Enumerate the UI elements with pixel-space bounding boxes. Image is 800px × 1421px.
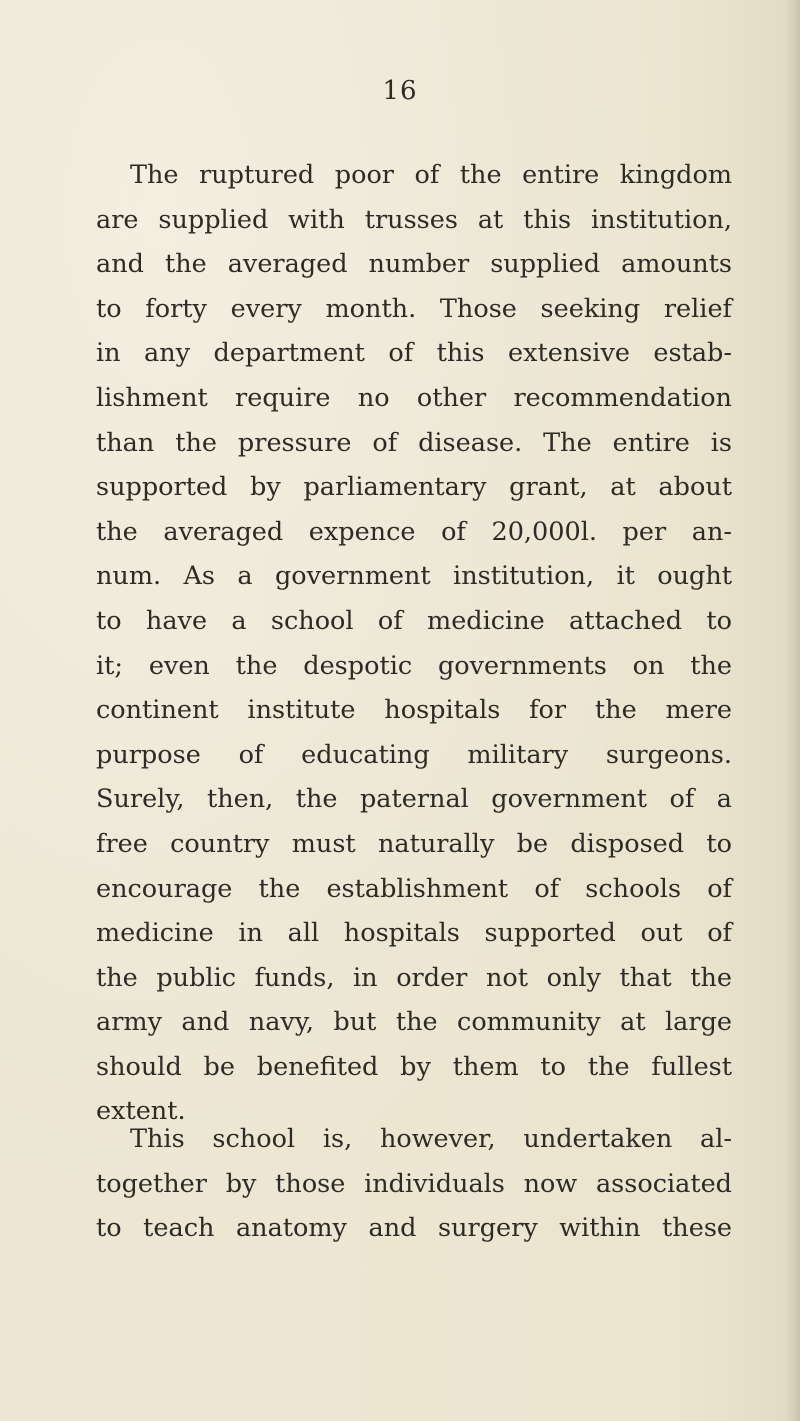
text-line: it; even the despotic governments on the	[96, 650, 732, 681]
text-line: to teach anatomy and surgery within these	[96, 1213, 732, 1244]
text-line: extent.	[96, 1096, 186, 1127]
text-line: This school is, however, undertaken al-	[130, 1124, 732, 1154]
text-line: continent institute hospitals for the mere	[96, 695, 732, 726]
paragraph-2	[96, 1117, 732, 1251]
text-line: medicine in all hospitals supported out of	[96, 918, 732, 949]
text-line: together by those individuals now associated	[96, 1168, 732, 1199]
text-line: free country must naturally be disposed to	[96, 828, 732, 859]
text-line: the public funds, in order not only that the	[96, 962, 732, 993]
text-line: to forty every month. Those seeking relief	[96, 293, 732, 324]
text-line: Surely, then, the paternal government of a	[96, 784, 732, 815]
text-line: encourage the establishment of schools of	[96, 873, 732, 904]
text-line: purpose of educating military surgeons.	[96, 739, 732, 770]
page-edge-shadow	[786, 0, 800, 1421]
text-line: num. As a government institution, it ought	[96, 561, 732, 592]
text-line: in any department of this extensive estab-	[96, 338, 732, 369]
text-line: army and navy, but the community at large	[96, 1007, 732, 1038]
text-line: supported by parliamentary grant, at about	[96, 472, 732, 503]
text-line: the averaged expence of 20,000l. per an-	[96, 516, 732, 547]
text-line: The ruptured poor of the entire kingdom	[130, 160, 732, 190]
text-line: should be benefited by them to the fullest	[96, 1051, 732, 1082]
text-line: are supplied with trusses at this institution,	[96, 204, 732, 235]
page-number: 16	[382, 76, 418, 106]
text-line: and the averaged number supplied amounts	[96, 249, 732, 280]
text-line: to have a school of medicine attached to	[96, 605, 732, 636]
text-line: than the pressure of disease. The entire is	[96, 427, 732, 458]
paragraph-1	[96, 153, 732, 1134]
text-line: lishment require no other recommendation	[96, 382, 732, 413]
